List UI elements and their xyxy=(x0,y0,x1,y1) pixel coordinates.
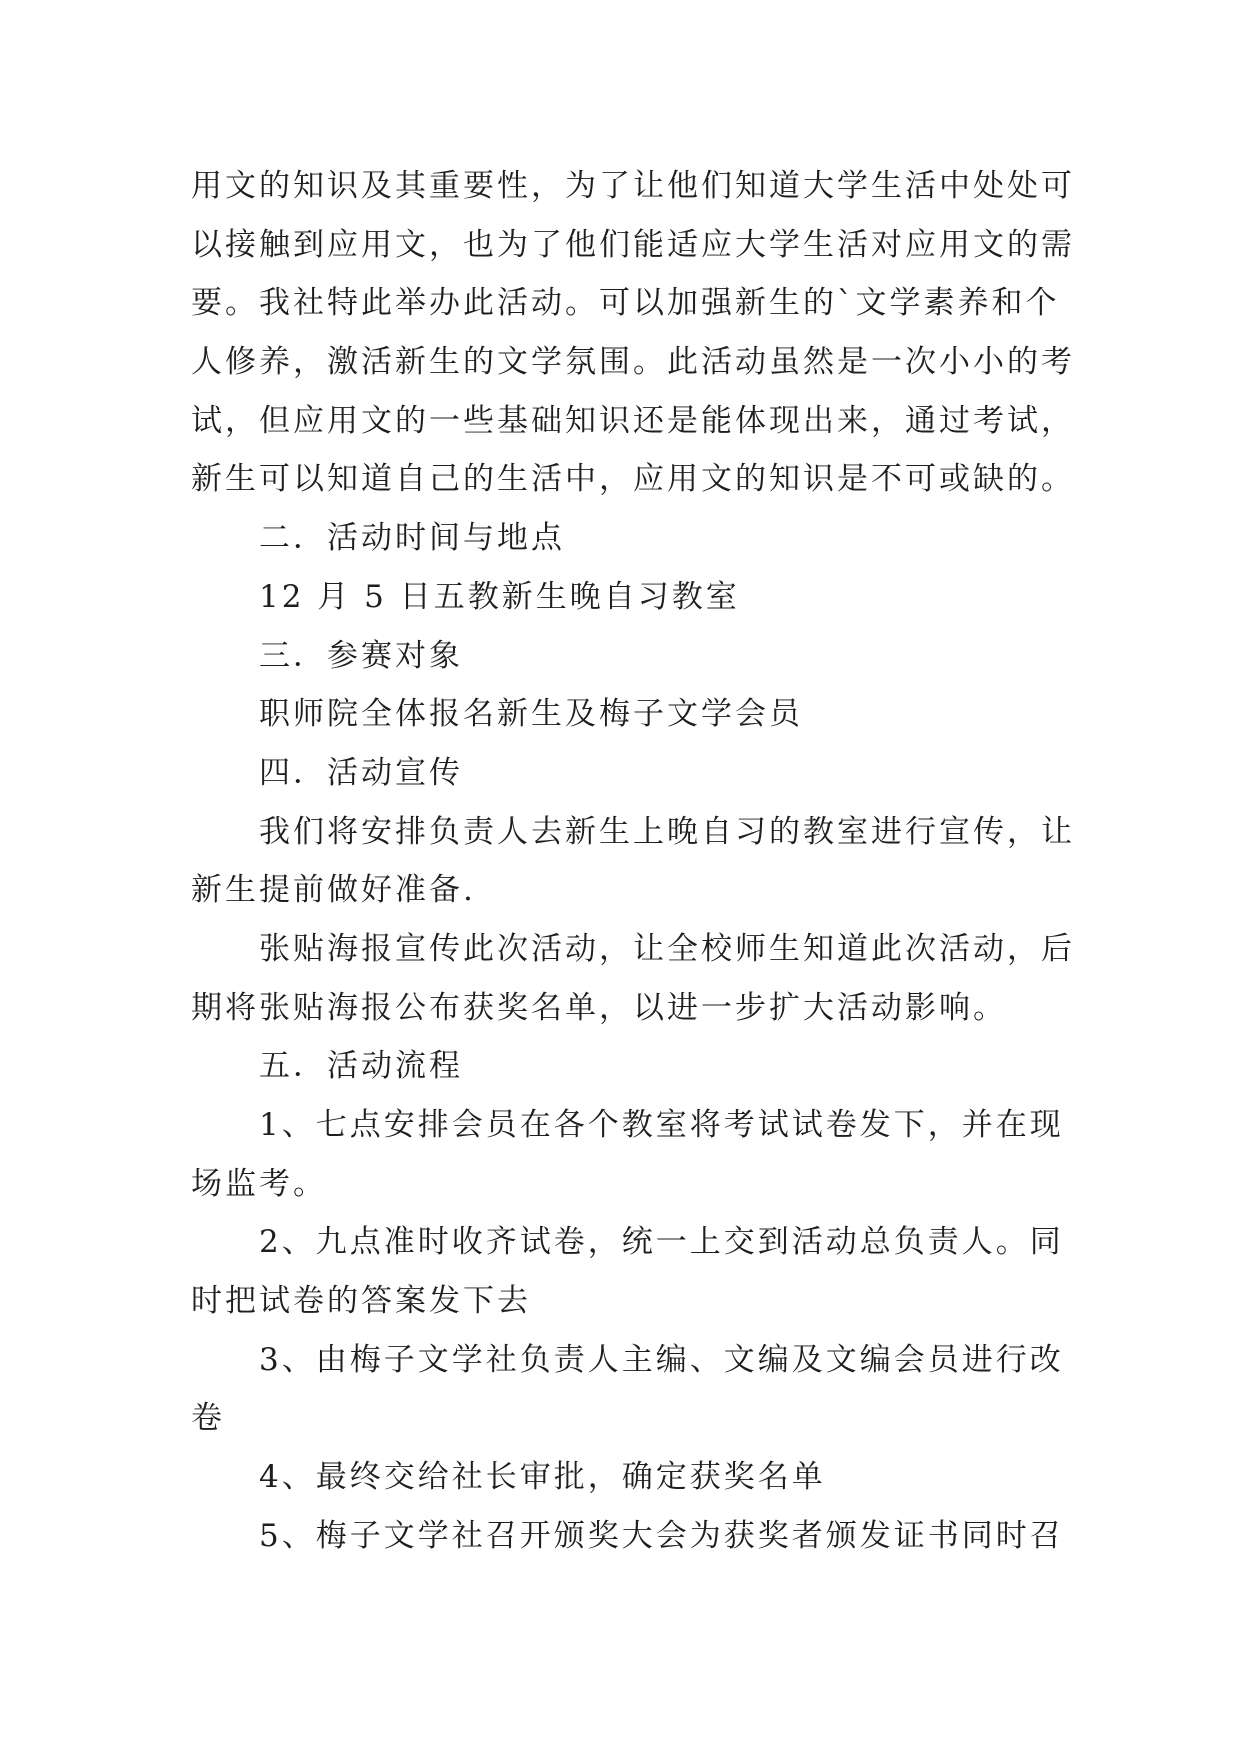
list-item-line: 3、由梅子文学社负责人主编、文编及文编会员进行改 xyxy=(259,1341,1064,1378)
section-heading-process: 五．活动流程 xyxy=(259,1048,463,1085)
list-item-line: 卷 xyxy=(191,1400,225,1437)
paragraph-line: 12 月 5 日五教新生晚自习教室 xyxy=(259,578,740,615)
section-heading-time-place: 二．活动时间与地点 xyxy=(259,520,565,557)
paragraph-line: 人修养，激活新生的文学氛围。此活动虽然是一次小小的考 xyxy=(191,344,1075,381)
paragraph-line: 要。我社特此举办此活动。可以加强新生的`文学素养和个 xyxy=(191,285,1060,322)
paragraph-line: 张贴海报宣传此次活动，让全校师生知道此次活动，后 xyxy=(259,930,1075,967)
list-item-line: 场监考。 xyxy=(191,1165,327,1202)
section-heading-publicity: 四．活动宣传 xyxy=(259,754,463,791)
list-item-line: 1、七点安排会员在各个教室将考试试卷发下，并在现 xyxy=(259,1107,1064,1143)
document-body xyxy=(191,157,1091,1566)
paragraph-line: 新生提前做好准备. xyxy=(191,872,476,909)
section-heading-participants: 三．参赛对象 xyxy=(259,637,463,674)
paragraph-line: 我们将安排负责人去新生上晚自习的教室进行宣传，让 xyxy=(259,813,1075,850)
list-item-line: 4、最终交给社长审批，确定获奖名单 xyxy=(259,1459,826,1496)
list-item-line: 5、梅子文学社召开颁奖大会为获奖者颁发证书同时召 xyxy=(259,1517,1064,1554)
list-item-line: 时把试卷的答案发下去 xyxy=(191,1283,531,1320)
paragraph-line: 新生可以知道自己的生活中，应用文的知识是不可或缺的。 xyxy=(191,461,1075,498)
paragraph-line: 用文的知识及其重要性，为了让他们知道大学生活中处处可 xyxy=(191,168,1075,204)
paragraph-line: 期将张贴海报公布获奖名单，以进一步扩大活动影响。 xyxy=(191,989,1007,1026)
paragraph-line: 以接触到应用文，也为了他们能适应大学生活对应用文的需 xyxy=(191,226,1075,263)
paragraph-line: 试，但应用文的一些基础知识还是能体现出来，通过考试， xyxy=(191,402,1075,439)
paragraph-line: 职师院全体报名新生及梅子文学会员 xyxy=(259,696,803,733)
list-item-line: 2、九点准时收齐试卷，统一上交到活动总负责人。同 xyxy=(259,1224,1064,1261)
